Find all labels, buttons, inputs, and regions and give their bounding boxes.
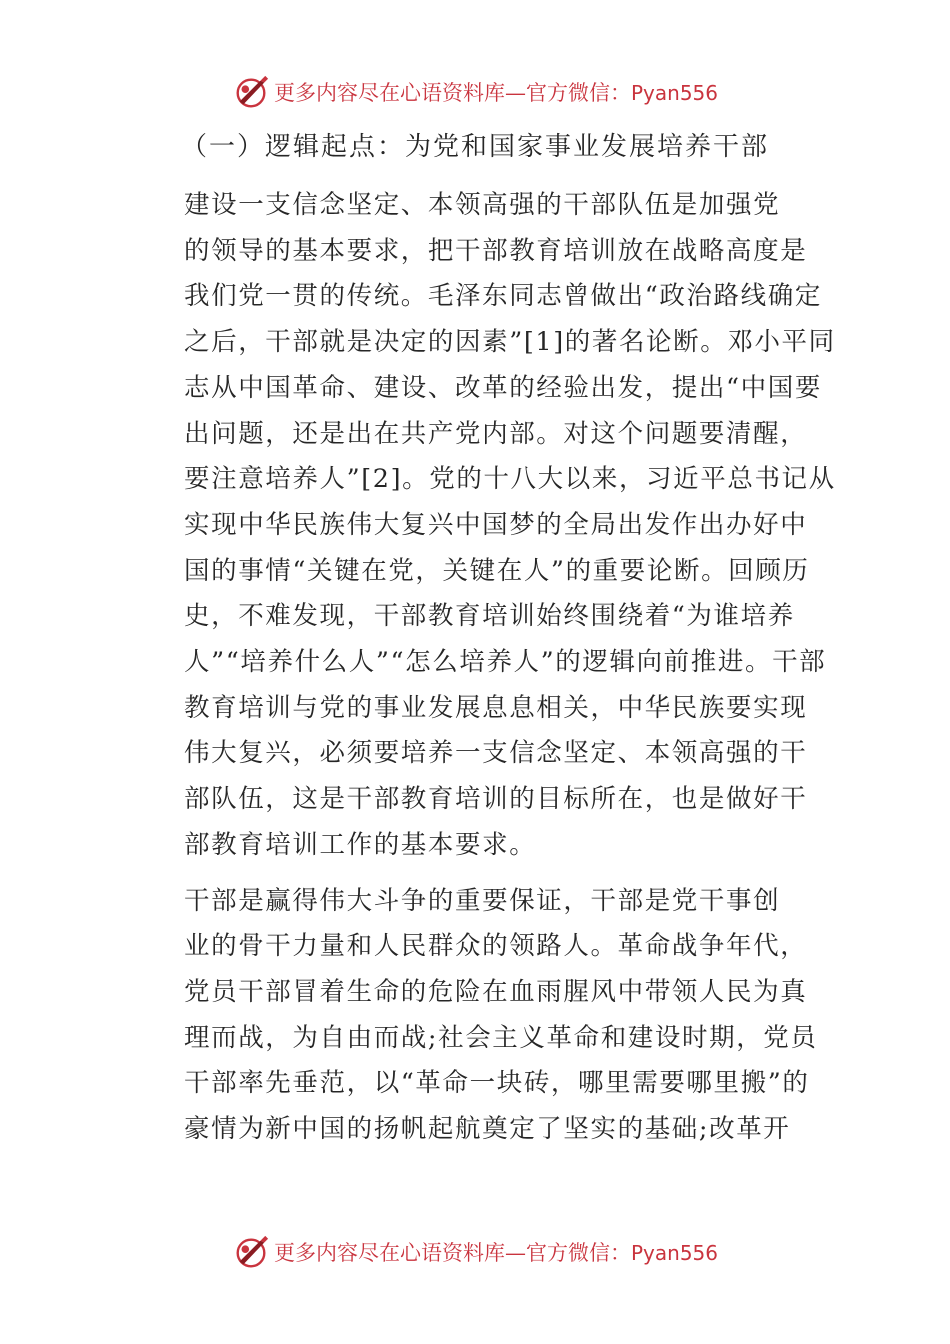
text-line: 要注意培养人”[2]。党的十八大以来，习近平总书记从 — [184, 464, 836, 495]
text-line: 史，不难发现，干部教育培训始终围绕着“为谁培养 — [184, 601, 795, 632]
text-line: 志从中国革命、建设、改革的经验出发，提出“中国要 — [184, 372, 822, 403]
red-pen-circle-logo-icon — [232, 73, 270, 111]
text-line: 理而战，为自由而战;社会主义革命和建设时期，党员 — [184, 1022, 818, 1053]
text-line: 干部是赢得伟大斗争的重要保证，干部是党干事创 — [184, 885, 781, 916]
text-line: 伟大复兴，必须要培养一支信念坚定、本领高强的干 — [184, 738, 808, 769]
text-line: 部教育培训工作的基本要求。 — [184, 829, 537, 860]
text-line: 业的骨干力量和人民群众的领路人。革命战争年代， — [184, 931, 808, 962]
text-line: 教育培训与党的事业发展息息相关，中华民族要实现 — [184, 692, 808, 723]
red-pen-circle-logo-icon — [232, 1233, 270, 1271]
text-line: 国的事情“关键在党，关键在人”的重要论断。回顾历 — [184, 555, 810, 586]
text-line: 建设一支信念坚定、本领高强的干部队伍是加强党 — [184, 190, 781, 220]
text-line: 党员干部冒着生命的危险在血雨腥风中带领人民为真 — [184, 976, 808, 1007]
text-line: 实现中华民族伟大复兴中国梦的全局出发作出办好中 — [184, 509, 808, 540]
text-line: 我们党一贯的传统。毛泽东同志曾做出“政治路线确定 — [184, 281, 822, 312]
paragraph-1 — [147, 183, 836, 869]
section-heading: （一）逻辑起点：为党和国家事业发展培养干部 — [180, 132, 769, 162]
text-line: 人”“培养什么人”“怎么培养人”的逻辑向前推进。干部 — [184, 647, 827, 678]
document-body — [147, 183, 836, 1153]
text-line: 部队伍，这是干部教育培训的目标所在，也是做好干 — [184, 784, 808, 815]
paragraph-2 — [147, 879, 818, 1153]
header-banner-text: 更多内容尽在心语资料库—官方微信：Pyan556 — [273, 81, 718, 105]
text-line: 豪情为新中国的扬帆起航奠定了坚实的基础;改革开 — [184, 1114, 791, 1145]
footer-banner-text: 更多内容尽在心语资料库—官方微信：Pyan556 — [273, 1241, 718, 1265]
text-line: 干部率先垂范，以“革命一块砖，哪里需要哪里搬”的 — [184, 1068, 810, 1099]
text-line: 出问题，还是出在共产党内部。对这个问题要清醒， — [184, 418, 808, 449]
text-line: 之后，干部就是决定的因素”[1]的著名论断。邓小平同 — [184, 327, 836, 358]
header-banner — [0, 72, 950, 112]
footer-banner — [0, 1232, 950, 1272]
text-line: 的领导的基本要求，把干部教育培训放在战略高度是 — [184, 235, 808, 266]
